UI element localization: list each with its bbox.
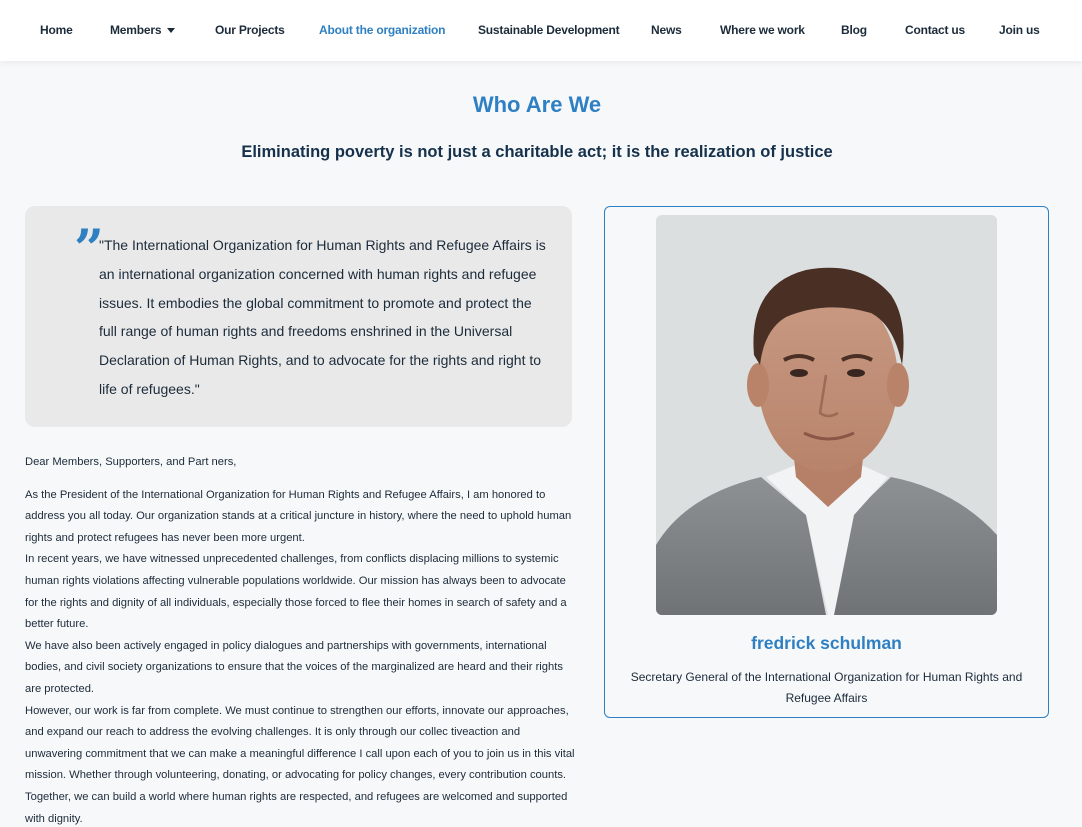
quote-icon: ”	[74, 224, 104, 264]
profile-photo	[656, 215, 997, 615]
letter-paragraph: As the President of the International Organization for Human Rights and Refugee Affairs, I am honored to address you all today. Our organization stands at a critical juncture in history, where the need to uphold human rights and protect refugees has never been more urgent.	[25, 488, 572, 544]
main-navigation	[0, 0, 1082, 61]
profile-role: Secretary General of the International Organization for Human Rights and Refugee Affairs	[630, 670, 1023, 705]
nav-members-label: Members	[110, 23, 162, 37]
quote-text: "The International Organization for Human Rights and Refugee Affairs is an international organization concerned with human rights and refugee issues. It embodies the global commitment to promote and protect the full range of human rights and freedoms enshrined in the Universal Declaration of Human Rights, and to advocate for the rights and right to life of refugees."	[99, 237, 546, 397]
nav-blog[interactable]: Blog	[841, 23, 867, 37]
profile-name: fredrick schulman	[751, 633, 902, 653]
nav-where-we-work[interactable]: Where we work	[720, 23, 805, 37]
letter-paragraph: In recent years, we have witnessed unprecedented challenges, from conflicts displacing millions to systemic human rights violations affecting vulnerable populations worldwide. Our mission has always been to advocate for the rights and dignity of all individuals, especially those forced to flee their homes in search of safety and a better future.	[25, 553, 567, 631]
nav-contact-us[interactable]: Contact us	[905, 23, 966, 37]
nav-our-projects[interactable]: Our Projects	[215, 23, 285, 37]
nav-join-us[interactable]: Join us	[999, 23, 1040, 37]
nav-members[interactable]	[110, 23, 175, 37]
president-letter	[25, 452, 575, 827]
caret-down-icon	[167, 28, 175, 33]
nav-news[interactable]: News	[651, 23, 682, 37]
profile-card	[604, 206, 1049, 718]
tagline: Eliminating poverty is not just a charitable act; it is the realization of justice	[241, 143, 833, 161]
portrait-image	[656, 215, 997, 615]
letter-greeting: Dear Members, Supporters, and Part ners,	[25, 456, 237, 468]
nav-home[interactable]: Home	[40, 23, 73, 37]
mission-quote	[25, 206, 572, 427]
nav-about[interactable]: About the organization	[319, 23, 446, 37]
letter-paragraph: However, our work is far from complete. We must continue to strengthen our efforts, innovate our approaches, and expand our reach to address the evolving challenges. It is only through our collec tiveaction and unwavering commitment that we can make a meaningful difference I call upon each of you to join us in this vital mission. Whether through volunteering, donating, or advocating for policy changes, every contribution counts. Together, we can build a world where human rights are respected, and refugees are welcomed and supported with dignity.	[25, 704, 575, 825]
letter-paragraph: We have also been actively engaged in policy dialogues and partnerships with governments, international bodies, and civil society organizations to ensure that the voices of the marginalized are heard and their rights are protected.	[25, 639, 563, 695]
page-title: Who Are We	[472, 92, 602, 117]
nav-sustainable-development[interactable]: Sustainable Development	[478, 23, 620, 37]
